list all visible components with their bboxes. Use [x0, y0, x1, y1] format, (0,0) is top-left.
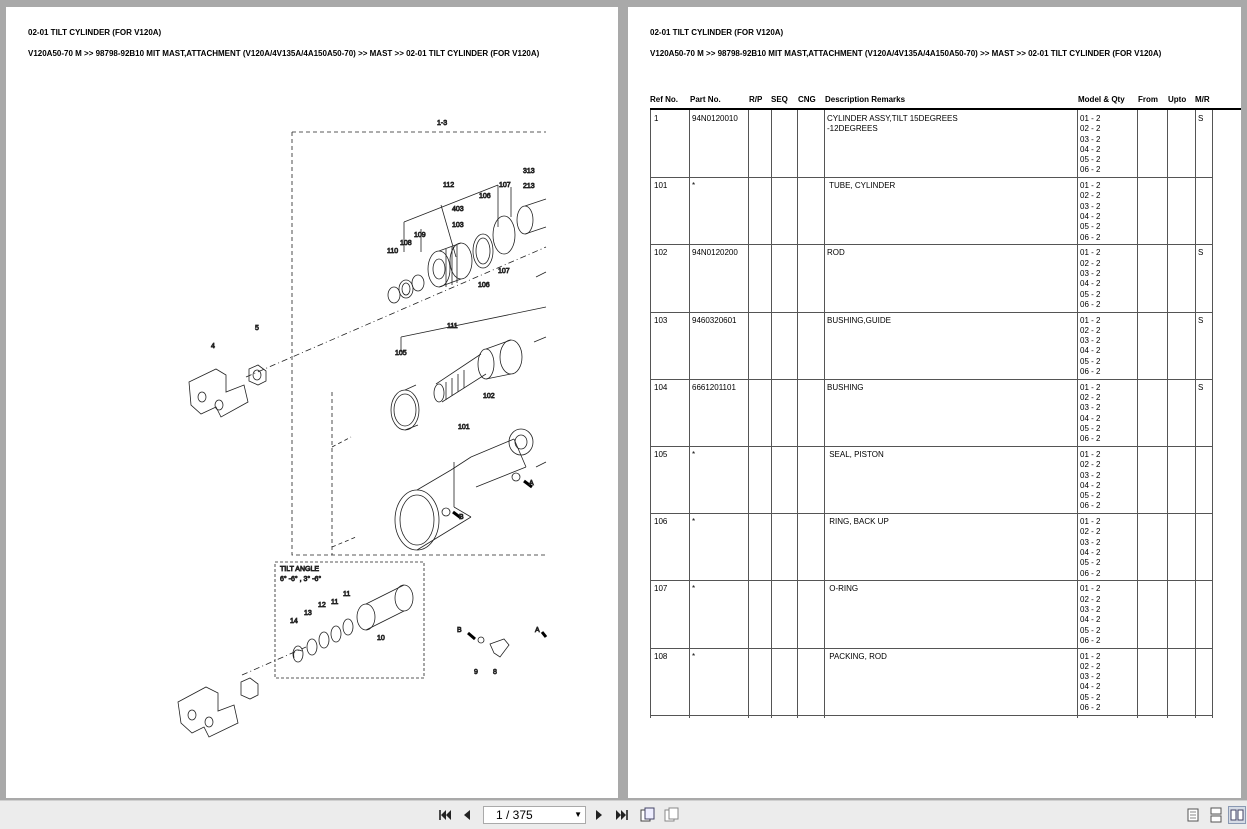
ring-109: [412, 275, 424, 291]
mr-cell: S: [1198, 248, 1204, 258]
prev-page-icon[interactable]: [458, 806, 476, 824]
label-106: 106: [479, 193, 491, 200]
row-divider: [650, 177, 1212, 178]
part-no-cell: *: [692, 584, 696, 594]
label-4: 4: [211, 343, 215, 350]
breadcrumb: V120A50-70 M >> 98798-92B10 MIT MAST,ATTACHMENT (V120A/4V135A/4A150A50-70) >> MAST >> 02-01 TILT CYLINDER (FOR V120A): [650, 49, 1162, 58]
label-112: 112: [443, 182, 455, 189]
label-1-3: 1-3: [437, 120, 448, 127]
first-page-icon[interactable]: [436, 806, 454, 824]
fit-page-icon[interactable]: [638, 806, 656, 824]
model-qty-cell: 01 - 2 02 - 2 03 - 2 04 - 2 05 - 2 06 - 2: [1080, 114, 1101, 175]
label-11-second: 11: [343, 591, 351, 598]
chevron-down-icon: ▼: [574, 810, 582, 819]
ring-110: [388, 287, 400, 303]
right-page: [628, 7, 1241, 798]
column-divider: [1212, 110, 1213, 718]
exploded-parts-diagram: [6, 7, 618, 798]
column-divider: [771, 110, 772, 718]
row-divider: [650, 715, 1212, 716]
label-5: 5: [255, 325, 259, 332]
mr-cell: S: [1198, 315, 1204, 325]
row-divider: [650, 379, 1212, 380]
left-page: [6, 7, 618, 798]
single-page-icon[interactable]: [1184, 806, 1202, 824]
col-header-mr: M/R: [1195, 95, 1210, 104]
ring-13: [307, 639, 317, 655]
model-qty-cell: 01 - 2 02 - 2 03 - 2 04 - 2 05 - 2 06 - 2: [1080, 651, 1101, 713]
label-8: 8: [493, 669, 497, 676]
row-divider: [650, 580, 1212, 581]
label-11: 11: [331, 599, 339, 606]
part-no-cell: 94N0120200: [692, 248, 738, 258]
two-page-icon[interactable]: [1228, 806, 1246, 824]
column-divider: [1167, 110, 1168, 718]
description-cell: BUSHING,GUIDE: [827, 315, 892, 325]
ref-no-cell: 103: [654, 315, 668, 325]
col-header-from: From: [1138, 95, 1158, 104]
model-qty-cell: 01 - 2 02 - 2 03 - 2 04 - 2 05 - 2 06 - 2: [1080, 315, 1101, 377]
label-12: 12: [318, 602, 326, 609]
mr-cell: S: [1198, 382, 1204, 392]
label-a: A: [529, 480, 534, 487]
label-313: 313: [523, 168, 535, 175]
part-no-cell: *: [692, 651, 696, 661]
column-divider: [748, 110, 749, 718]
column-divider: [689, 110, 690, 718]
mr-cell: S: [1198, 114, 1204, 123]
assembly-outline: [292, 132, 546, 555]
ref-no-cell: 106: [654, 517, 668, 527]
ref-no-cell: 101: [654, 181, 668, 191]
label-10: 10: [377, 635, 385, 642]
o-ring-9: [478, 637, 484, 643]
viewer-toolbar: [0, 800, 1247, 829]
ref-no-cell: 104: [654, 382, 668, 392]
ref-no-cell: 107: [654, 584, 668, 594]
ring-12: [319, 632, 329, 648]
page-title: 02-01 TILT CYLINDER (FOR V120A): [650, 28, 784, 37]
model-qty-cell: 01 - 2 02 - 2 03 - 2 04 - 2 05 - 2 06 - 2: [1080, 382, 1101, 444]
bushing-103: [428, 243, 472, 287]
label-13: 13: [304, 610, 312, 617]
next-page-icon[interactable]: [590, 806, 608, 824]
label-108: 108: [400, 240, 412, 247]
part-no-cell: *: [692, 450, 696, 459]
ref-no-cell: 1: [654, 114, 659, 123]
label-107-lower: 107: [498, 268, 510, 275]
label-a-fitting: A: [535, 627, 540, 634]
row-divider: [650, 312, 1212, 313]
label-213: 213: [523, 183, 535, 190]
label-9: 9: [474, 669, 478, 676]
column-divider: [1137, 110, 1138, 718]
row-divider: [650, 446, 1212, 447]
page-indicator: 1 / 375: [496, 808, 533, 822]
label-14: 14: [290, 618, 298, 625]
part-no-cell: *: [692, 517, 696, 527]
description-cell: ROD: [827, 248, 845, 258]
lower-clevis: [178, 678, 258, 737]
label-b: B: [459, 514, 464, 521]
col-header-seq: SEQ: [771, 95, 788, 104]
ref-no-cell: 105: [654, 450, 668, 459]
bushing-10: [357, 585, 413, 630]
description-cell: SEAL, PISTON: [827, 450, 884, 459]
rod-102: [434, 340, 522, 402]
col-header-cng: CNG: [798, 95, 816, 104]
ref-no-cell: 108: [654, 651, 668, 661]
description-cell: CYLINDER ASSY,TILT 15DEGREES -12DEGREES: [827, 114, 958, 134]
col-header-ref: Ref No.: [650, 95, 678, 104]
model-qty-cell: 01 - 2 02 - 2 03 - 2 04 - 2 05 - 2 06 - 2: [1080, 584, 1101, 645]
model-qty-cell: 01 - 2 02 - 2 03 - 2 04 - 2 05 - 2 06 - 2: [1080, 517, 1101, 578]
description-cell: RING, BACK UP: [827, 517, 889, 527]
column-divider: [797, 110, 798, 718]
part-no-cell: 6661201101: [692, 382, 736, 392]
column-divider: [1077, 110, 1078, 718]
ref-no-cell: 102: [654, 248, 668, 258]
page-title: 02-01 TILT CYLINDER (FOR V120A): [28, 28, 162, 37]
column-divider: [824, 110, 825, 718]
label-109: 109: [414, 232, 426, 239]
part-no-cell: *: [692, 181, 696, 191]
o-ring-107: [493, 216, 515, 254]
last-page-icon[interactable]: [613, 806, 631, 824]
col-header-upto: Upto: [1168, 95, 1187, 104]
label-103: 103: [452, 222, 464, 229]
label-105: 105: [395, 350, 407, 357]
tilt-angle-label: TILT ANGLE: [280, 566, 320, 573]
label-403: 403: [452, 206, 464, 213]
label-111: 111: [447, 323, 458, 330]
label-110: 110: [387, 248, 399, 255]
col-header-model: Model & Qty: [1078, 95, 1125, 104]
clevis-4: [189, 369, 248, 417]
col-header-rp: R/P: [749, 95, 763, 104]
elbow-fitting-8: [478, 637, 509, 657]
header-divider: [650, 108, 1241, 110]
model-qty-cell: 01 - 2 02 - 2 03 - 2 04 - 2 05 - 2 06 - 2: [1080, 248, 1101, 309]
model-qty-cell: 01 - 2 02 - 2 03 - 2 04 - 2 05 - 2 06 - 2: [1080, 181, 1101, 242]
col-header-part: Part No.: [690, 95, 721, 104]
axis-line: [246, 247, 546, 377]
column-divider: [650, 110, 651, 718]
breadcrumb: V120A50-70 M >> 98798-92B10 MIT MAST,ATTACHMENT (V120A/4V135A/4A150A50-70) >> MAST >> 02-01 TILT CYLINDER (FOR V120A): [28, 49, 540, 58]
ring-11: [331, 626, 341, 642]
description-cell: BUSHING: [827, 382, 864, 392]
part-no-cell: 9460320601: [692, 315, 737, 325]
label-107: 107: [499, 182, 511, 189]
description-cell: TUBE, CYLINDER: [827, 181, 896, 191]
tube-101: [395, 429, 546, 550]
seal-105: [391, 390, 419, 430]
model-qty-cell: 01 - 2 02 - 2 03 - 2 04 - 2 05 - 2 06 - 2: [1080, 450, 1101, 511]
col-header-desc: Description Remarks: [825, 95, 906, 104]
tube-end-313: [517, 206, 533, 234]
row-divider: [650, 648, 1212, 649]
row-divider: [650, 244, 1212, 245]
continuous-icon[interactable]: [1207, 806, 1225, 824]
description-cell: PACKING, ROD: [827, 651, 887, 661]
column-divider: [1195, 110, 1196, 718]
description-cell: O-RING: [827, 584, 859, 594]
compare-icon[interactable]: [662, 806, 680, 824]
row-divider: [650, 513, 1212, 514]
tilt-angle-values: 6° -6° , 3° -6°: [280, 576, 322, 583]
label-101: 101: [458, 424, 470, 431]
label-102: 102: [483, 393, 495, 400]
part-no-cell: 94N0120010: [692, 114, 738, 123]
page-number-select[interactable]: [483, 806, 586, 824]
label-106-lower: 106: [478, 282, 490, 289]
label-b-fitting: B: [457, 627, 462, 634]
